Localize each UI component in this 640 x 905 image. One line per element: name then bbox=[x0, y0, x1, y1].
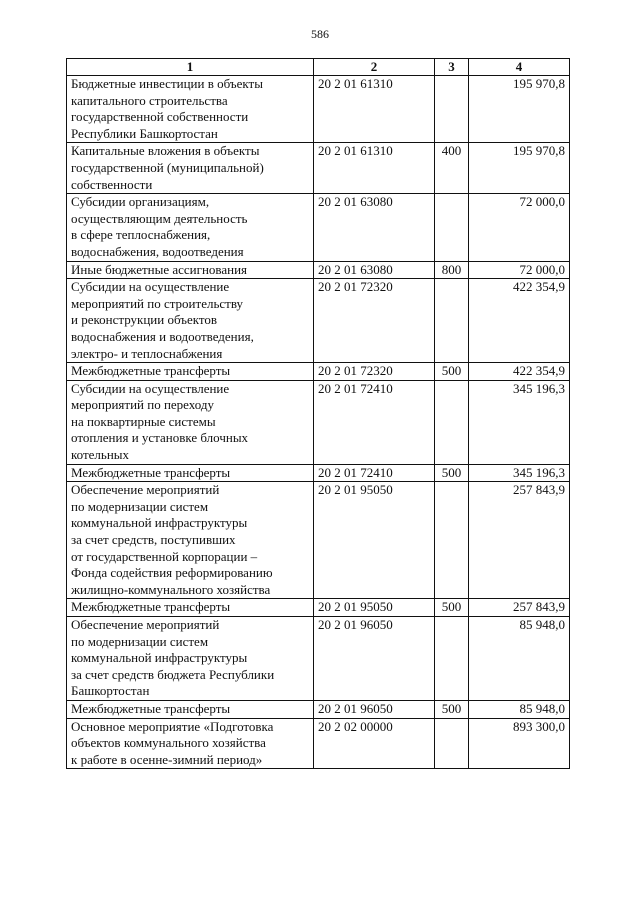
row-name-cell bbox=[67, 599, 314, 617]
row-name-line: Основное мероприятие «Подготовка bbox=[71, 718, 274, 734]
column-header-4: 4 bbox=[469, 59, 570, 76]
row-amount-cell: 893 300,0 bbox=[469, 718, 570, 769]
page-number: 586 bbox=[311, 27, 329, 41]
row-name-line: от государственной корпорации – bbox=[71, 548, 258, 564]
row-name-cell bbox=[67, 464, 314, 482]
row-name-line: на поквартирные системы bbox=[71, 413, 216, 429]
row-name-line: государственной собственности bbox=[71, 109, 249, 125]
row-name-line: Иные бюджетные ассигнования bbox=[71, 261, 248, 277]
row-name-line: Межбюджетные трансферты bbox=[71, 599, 231, 615]
row-code-cell: 20 2 01 63080 bbox=[314, 261, 435, 279]
row-name-line: электро- и теплоснабжения bbox=[71, 345, 223, 361]
row-name-line: Межбюджетные трансферты bbox=[71, 464, 231, 480]
row-code-cell: 20 2 01 96050 bbox=[314, 700, 435, 718]
row-code-cell: 20 2 02 00000 bbox=[314, 718, 435, 769]
table-row bbox=[67, 380, 570, 464]
row-name-line: объектов коммунального хозяйства bbox=[71, 735, 266, 751]
row-vr-cell bbox=[435, 194, 469, 261]
row-name-cell bbox=[67, 617, 314, 701]
row-name-cell bbox=[67, 76, 314, 143]
row-vr-cell: 500 bbox=[435, 464, 469, 482]
row-name-line: по модернизации систем bbox=[71, 633, 209, 649]
column-header-2: 2 bbox=[314, 59, 435, 76]
row-amount-cell: 422 354,9 bbox=[469, 363, 570, 381]
row-name-line: водоснабжения и водоотведения, bbox=[71, 328, 254, 344]
row-name-cell bbox=[67, 279, 314, 363]
budget-table bbox=[66, 58, 570, 769]
row-code-cell: 20 2 01 72410 bbox=[314, 380, 435, 464]
row-name-line: Бюджетные инвестиции в объекты bbox=[71, 76, 263, 91]
row-amount-cell: 195 970,8 bbox=[469, 76, 570, 143]
row-amount-cell: 345 196,3 bbox=[469, 464, 570, 482]
row-name-line: Республики Башкортостан bbox=[71, 125, 218, 141]
row-name-line: Межбюджетные трансферты bbox=[71, 700, 231, 716]
row-name-line: Субсидии на осуществление bbox=[71, 380, 230, 396]
row-code-cell: 20 2 01 96050 bbox=[314, 617, 435, 701]
row-code-cell: 20 2 01 61310 bbox=[314, 76, 435, 143]
table-row bbox=[67, 599, 570, 617]
row-name-line: котельных bbox=[71, 447, 130, 463]
row-name-cell bbox=[67, 482, 314, 599]
row-amount-cell: 422 354,9 bbox=[469, 279, 570, 363]
table-row bbox=[67, 700, 570, 718]
row-amount-cell: 257 843,9 bbox=[469, 482, 570, 599]
row-name-line: Субсидии на осуществление bbox=[71, 279, 230, 295]
row-name-cell bbox=[67, 718, 314, 769]
row-name-line: Межбюджетные трансферты bbox=[71, 363, 231, 379]
row-code-cell: 20 2 01 72320 bbox=[314, 279, 435, 363]
row-name-line: за счет средств, поступивших bbox=[71, 532, 236, 548]
row-name-line: Капитальные вложения в объекты bbox=[71, 143, 260, 159]
table-row bbox=[67, 482, 570, 599]
row-name-cell bbox=[67, 261, 314, 279]
row-vr-cell bbox=[435, 718, 469, 769]
row-vr-cell bbox=[435, 617, 469, 701]
table-row bbox=[67, 464, 570, 482]
row-name-line: водоснабжения, водоотведения bbox=[71, 243, 244, 259]
row-name-cell bbox=[67, 363, 314, 381]
row-code-cell: 20 2 01 63080 bbox=[314, 194, 435, 261]
row-name-line: осуществляющим деятельность bbox=[71, 210, 248, 226]
row-name-cell bbox=[67, 194, 314, 261]
row-name-line: коммунальной инфраструктуры bbox=[71, 515, 248, 531]
row-name-line: и реконструкции объектов bbox=[71, 312, 218, 328]
row-name-line: Башкортостан bbox=[71, 683, 150, 699]
table-row bbox=[67, 718, 570, 769]
table-row bbox=[67, 194, 570, 261]
column-header-1: 1 bbox=[67, 59, 314, 76]
row-name-cell bbox=[67, 700, 314, 718]
row-amount-cell: 345 196,3 bbox=[469, 380, 570, 464]
row-name-line: жилищно-коммунального хозяйства bbox=[71, 581, 271, 597]
row-code-cell: 20 2 01 72410 bbox=[314, 464, 435, 482]
table-row bbox=[67, 279, 570, 363]
table-row bbox=[67, 76, 570, 143]
row-name-line: государственной (муниципальной) bbox=[71, 159, 264, 175]
row-amount-cell: 85 948,0 bbox=[469, 617, 570, 701]
row-amount-cell: 72 000,0 bbox=[469, 261, 570, 279]
row-name-line: отопления и установке блочных bbox=[71, 430, 249, 446]
row-vr-cell bbox=[435, 380, 469, 464]
row-name-cell bbox=[67, 143, 314, 194]
row-vr-cell: 500 bbox=[435, 700, 469, 718]
row-vr-cell: 500 bbox=[435, 363, 469, 381]
row-name-line: капитального строительства bbox=[71, 92, 228, 108]
row-name-line: мероприятий по переходу bbox=[71, 397, 215, 413]
table-row bbox=[67, 143, 570, 194]
row-name-line: коммунальной инфраструктуры bbox=[71, 650, 248, 666]
row-name-line: в сфере теплоснабжения, bbox=[71, 227, 211, 243]
row-vr-cell bbox=[435, 482, 469, 599]
row-name-cell bbox=[67, 380, 314, 464]
row-name-line: мероприятий по строительству bbox=[71, 295, 244, 311]
row-name-line: Субсидии организациям, bbox=[71, 194, 210, 210]
row-vr-cell: 800 bbox=[435, 261, 469, 279]
row-name-line: по модернизации систем bbox=[71, 498, 209, 514]
row-vr-cell: 400 bbox=[435, 143, 469, 194]
row-amount-cell: 257 843,9 bbox=[469, 599, 570, 617]
row-name-line: Фонда содействия реформированию bbox=[71, 565, 273, 581]
table-row bbox=[67, 363, 570, 381]
table-row bbox=[67, 261, 570, 279]
table-row bbox=[67, 617, 570, 701]
row-code-cell: 20 2 01 95050 bbox=[314, 599, 435, 617]
row-vr-cell bbox=[435, 76, 469, 143]
table-body bbox=[67, 76, 570, 769]
row-vr-cell: 500 bbox=[435, 599, 469, 617]
row-name-line: Обеспечение мероприятий bbox=[71, 482, 220, 498]
row-amount-cell: 195 970,8 bbox=[469, 143, 570, 194]
row-amount-cell: 72 000,0 bbox=[469, 194, 570, 261]
row-code-cell: 20 2 01 95050 bbox=[314, 482, 435, 599]
column-header-3: 3 bbox=[435, 59, 469, 76]
row-code-cell: 20 2 01 72320 bbox=[314, 363, 435, 381]
table-header-row bbox=[67, 59, 570, 76]
row-code-cell: 20 2 01 61310 bbox=[314, 143, 435, 194]
row-name-line: собственности bbox=[71, 176, 153, 192]
row-vr-cell bbox=[435, 279, 469, 363]
row-name-line: за счет средств бюджета Республики bbox=[71, 666, 275, 682]
row-amount-cell: 85 948,0 bbox=[469, 700, 570, 718]
row-name-line: Обеспечение мероприятий bbox=[71, 617, 220, 632]
row-name-line: к работе в осенне-зимний период» bbox=[71, 751, 263, 767]
